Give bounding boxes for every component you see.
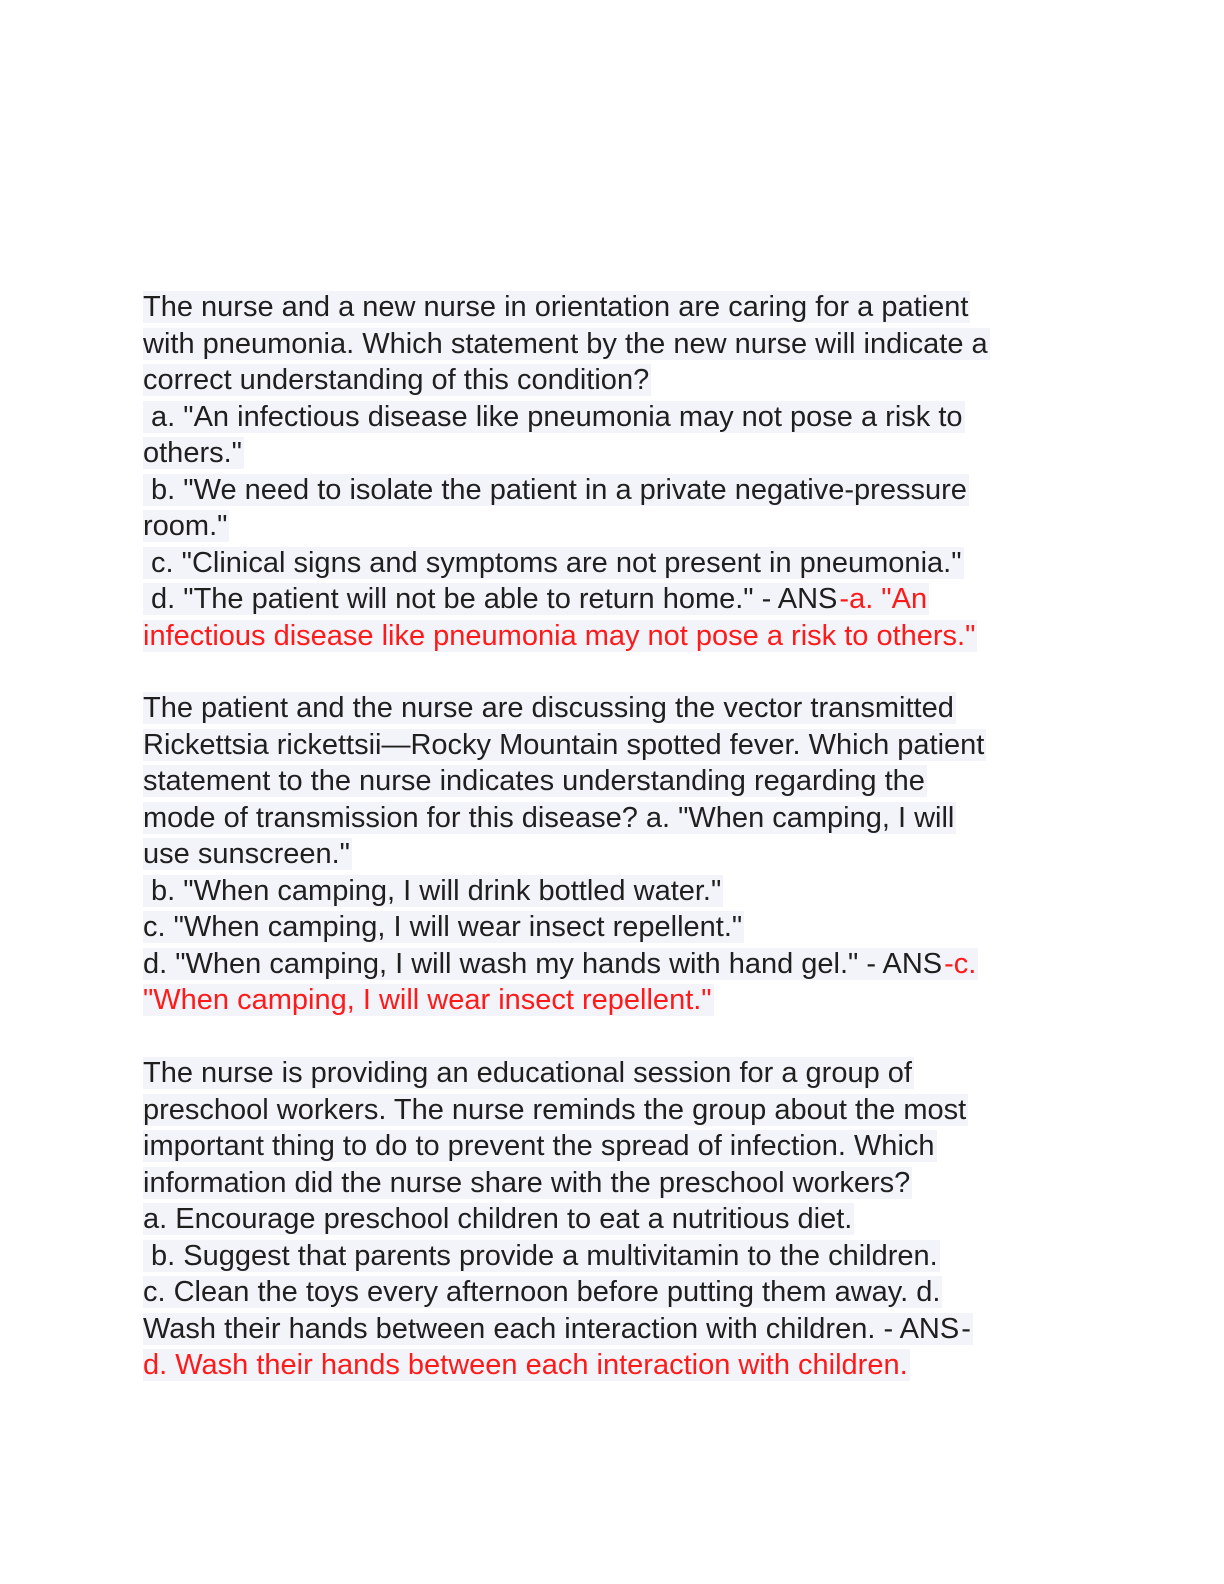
text-line (143, 982, 1103, 1019)
text-run: a. Encourage preschool children to eat a nutritious diet. (143, 1203, 853, 1235)
question-block-2 (143, 690, 1103, 1019)
question-block-1 (143, 289, 1103, 654)
text-run: Rickettsia rickettsii—Rocky Mountain spotted fever. Which patient (143, 728, 985, 761)
text-run: b. "We need to isolate the patient in a private negative-pressure (143, 473, 967, 506)
text-run: The patient and the nurse are discussing the vector transmitted (143, 692, 954, 724)
text-line (143, 326, 1103, 363)
text-run: d. "The patient will not be able to return home." - ANS (143, 583, 838, 615)
answer-text: d. Wash their hands between each interaction with children. (143, 1349, 908, 1381)
answer-text: -a. "An (839, 583, 928, 615)
text-line (143, 618, 1103, 655)
text-run: information did the nurse share with the preschool workers? (143, 1166, 911, 1199)
answer-text: "When camping, I will wear insect repellent." (143, 984, 712, 1016)
text-run: c. Clean the toys every afternoon before putting them away. d. (143, 1276, 941, 1308)
text-run: d. "When camping, I will wash my hands with hand gel." - ANS (143, 947, 943, 980)
text-line (143, 1238, 1103, 1275)
text-line (143, 1055, 1103, 1092)
text-run: b. "When camping, I will drink bottled water." (143, 874, 722, 907)
text-run: with pneumonia. Which statement by the new nurse will indicate a (143, 327, 988, 360)
question-block-3 (143, 1055, 1103, 1384)
text-run: The nurse is providing an educational session for a group of (143, 1057, 912, 1089)
text-run: Wash their hands between each interaction with children. - ANS (143, 1312, 960, 1345)
text-run: preschool workers. The nurse reminds the group about the most (143, 1093, 967, 1126)
text-line (143, 800, 1103, 837)
text-line (143, 435, 1103, 472)
text-run: room." (143, 510, 228, 542)
text-run: mode of transmission for this disease? a. "When camping, I will (143, 801, 955, 834)
text-line (143, 545, 1103, 582)
text-line (143, 399, 1103, 436)
text-line (143, 1201, 1103, 1238)
text-run: c. "When camping, I will wear insect repellent." (143, 911, 743, 943)
text-run: use sunscreen." (143, 838, 350, 870)
text-run: c. "Clinical signs and symptoms are not present in pneumonia." (143, 546, 962, 579)
answer-text: infectious disease like pneumonia may not pose a risk to others." (143, 619, 976, 652)
text-line (143, 873, 1103, 910)
text-run: a. "An infectious disease like pneumonia may not pose a risk to (143, 400, 963, 433)
text-line (143, 1165, 1103, 1202)
text-line (143, 1311, 1103, 1348)
text-line (143, 472, 1103, 509)
answer-text: -c. (944, 947, 977, 980)
text-line (143, 1128, 1103, 1165)
text-line (143, 508, 1103, 545)
text-line (143, 581, 1103, 618)
text-run: correct understanding of this condition? (143, 364, 650, 396)
text-line (143, 727, 1103, 764)
text-line (143, 946, 1103, 983)
text-run: b. Suggest that parents provide a multivitamin to the children. (143, 1239, 938, 1272)
text-run: The nurse and a new nurse in orientation are caring for a patient (143, 291, 969, 323)
text-run: others." (143, 437, 242, 469)
text-line (143, 1092, 1103, 1129)
text-line (143, 1274, 1103, 1311)
text-line (143, 763, 1103, 800)
text-run: - (961, 1312, 971, 1345)
text-line (143, 836, 1103, 873)
text-line (143, 1347, 1103, 1384)
text-line (143, 690, 1103, 727)
text-line (143, 289, 1103, 326)
text-line (143, 909, 1103, 946)
text-run: important thing to do to prevent the spread of infection. Which (143, 1130, 935, 1162)
text-line (143, 362, 1103, 399)
text-run: statement to the nurse indicates understanding regarding the (143, 765, 925, 797)
